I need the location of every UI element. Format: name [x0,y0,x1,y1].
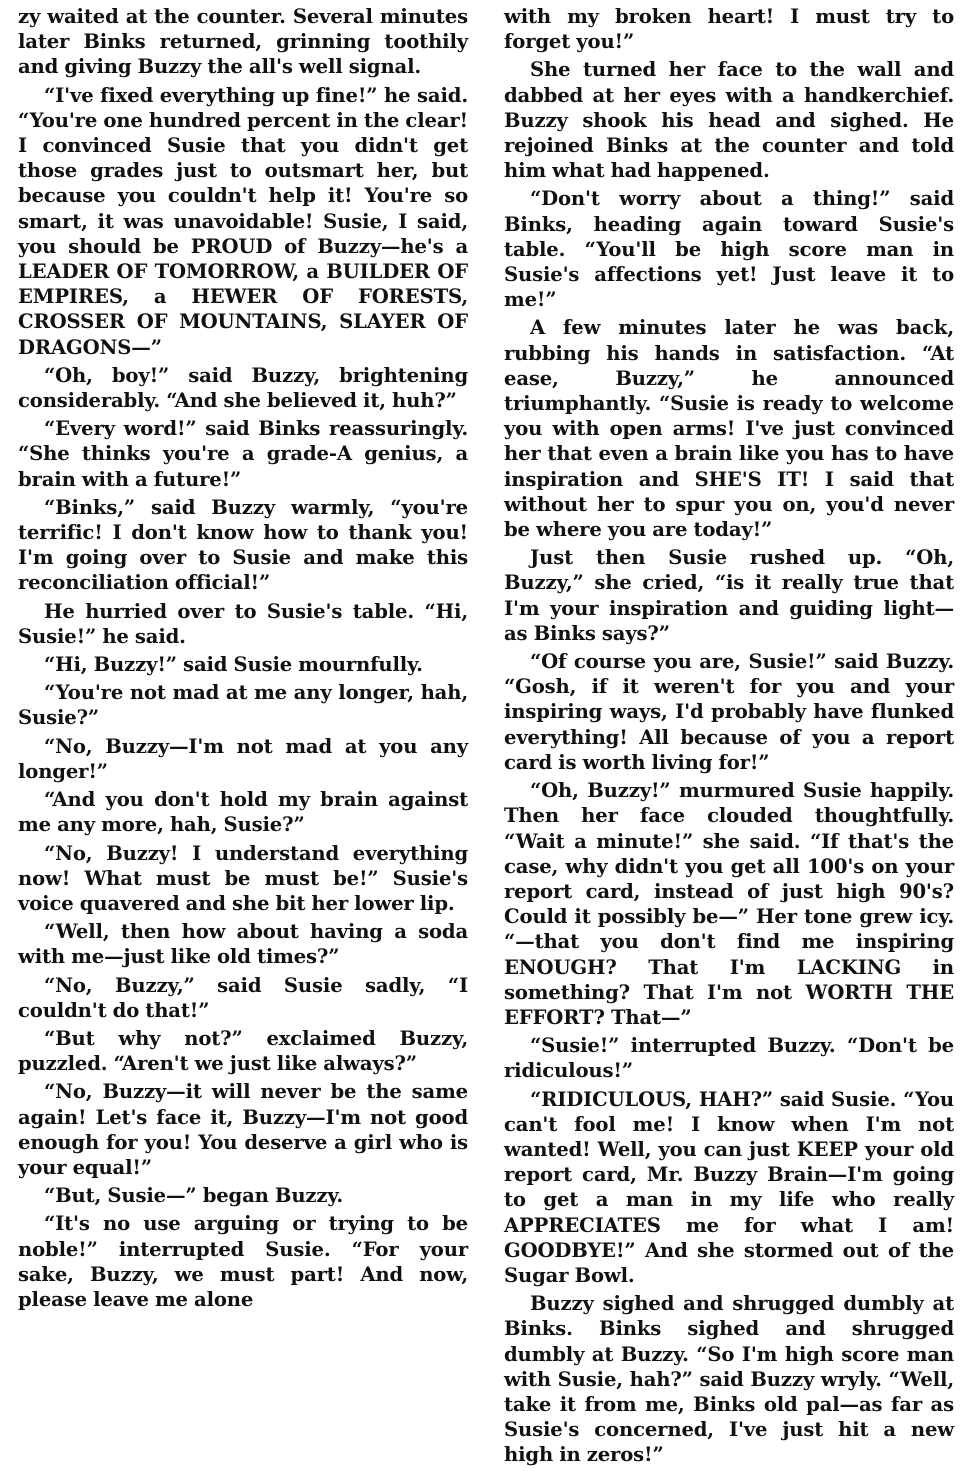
paragraph: “No, Buzzy—it will never be the same again! Let's face it, Buzzy—I'm not good enough for you! You deserve a girl who is your equal!” [18,1080,468,1179]
paragraph: “Hi, Buzzy!” said Susie mournfully. [44,653,423,677]
paragraph: “No, Buzzy! I understand everything now! What must be must be!” Susie's voice quavered and she bit her lower lip. [18,841,468,915]
paragraph: “Oh, boy!” said Buzzy, brightening considerably. “And she believed it, huh?” [18,363,468,413]
paragraph: A few minutes later he was back, rubbing his hands in satisfaction. “At ease, Buzzy,” he announced triumphantly. “Susie is ready to welcome you with open arms! I've just convinced her that even a brain like you has to have inspiration and SHE'S IT! I said that without her to spur you on, you'd never be where you are today!” [504,316,954,542]
paragraph: “But why not?” exclaimed Buzzy, puzzled. “Aren't we just like always?” [18,1026,468,1076]
paragraph: “And you don't hold my brain against me any more, hah, Susie?” [18,788,468,837]
paragraph: “No, Buzzy,” said Susie sadly, “I couldn't do that!” [18,973,468,1022]
paragraph: “Susie!” interrupted Buzzy. “Don't be ridiculous!” [504,1034,954,1083]
paragraph: She turned her face to the wall and dabbed at her eyes with a handkerchief. Buzzy shook his head and sighed. He rejoined Binks at the counter and told him what had happened. [504,58,954,183]
paragraph: “Don't worry about a thing!” said Binks, heading again toward Susie's table. “You'll be high score man in Susie's affections yet! Just leave it to me!” [504,187,954,312]
paragraph: “Oh, Buzzy!” murmured Susie happily. Then her face clouded thoughtfully. “Wait a minute!” she said. “If that's the case, why didn't you get all 100's on your report card, instead of just high 90's? Could it possibly be—” Her tone grew icy. “—that you don't find me inspiring ENOUGH? That I'm LACKING in something? That I'm not WORTH THE EFFORT? That—” [504,779,954,1029]
paragraph: “It's no use arguing or trying to be noble!” interrupted Susie. “For your sake, Buzzy, we must part! And now, please leave me alone [18,1212,468,1311]
paragraph: “You're not mad at me any longer, hah, Susie?” [18,681,468,730]
paragraph: “But, Susie—” began Buzzy. [44,1184,344,1208]
left-column [18,4,468,1315]
paragraph: with my broken heart! I must try to forget you!” [504,5,954,54]
paragraph: “Binks,” said Buzzy warmly, “you're terrific! I don't know how to thank you! I'm going over to Susie and make this reconciliation official!” [18,495,468,595]
paragraph: “Well, then how about having a soda with me—just like old times?” [18,920,468,969]
paragraph: Just then Susie rushed up. “Oh, Buzzy,” she cried, “is it really true that I'm your inspiration and guiding light—as Binks says?” [504,546,954,645]
paragraph: Buzzy sighed and shrugged dumbly at Binks. Binks sighed and shrugged dumbly at Buzzy. “So I'm high score man with Susie, hah?” said Buzzy wryly. “Well, take it from me, Binks old pal—as far as Susie's concerned, I've just hit a new high in zeros!” [504,1292,954,1467]
paragraph: “No, Buzzy—I'm not mad at you any longer!” [18,734,468,783]
paragraph: He hurried over to Susie's table. “Hi, Susie!” he said. [18,599,468,648]
paragraph: “I've fixed everything up fine!” he said. “You're one hundred percent in the clear! I convinced Susie that you didn't get those grades just to outsmart her, but because you couldn't help it! You're so smart, it was unavoidable! Susie, I said, you should be PROUD of Buzzy—he's a LEADER OF TOMORROW, a BUILDER OF EMPIRES, a HEWER OF FORESTS, CROSSER OF MOUNTAINS, SLAYER OF DRAGONS—” [18,83,468,359]
paragraph: “Every word!” said Binks reassuringly. “She thinks you're a grade-A genius, a brain with a future!” [18,417,468,491]
right-column [504,4,954,1471]
paragraph: “Of course you are, Susie!” said Buzzy. “Gosh, if it weren't for you and your inspiring ways, I'd probably have flunked everything! All because of you a report card is worth living for!” [504,650,954,774]
paragraph: “RIDICULOUS, HAH?” said Susie. “You can't fool me! I know when I'm not wanted! Well, you can just KEEP your old report card, Mr. Buzzy Brain—I'm going to get a man in my life who really APPRECIATES me for what I am! GOODBYE!” And she stormed out of the Sugar Bowl. [504,1087,954,1287]
paragraph: zy waited at the counter. Several minutes later Binks returned, grinning toothily and giving Buzzy the all's well signal. [18,5,468,79]
